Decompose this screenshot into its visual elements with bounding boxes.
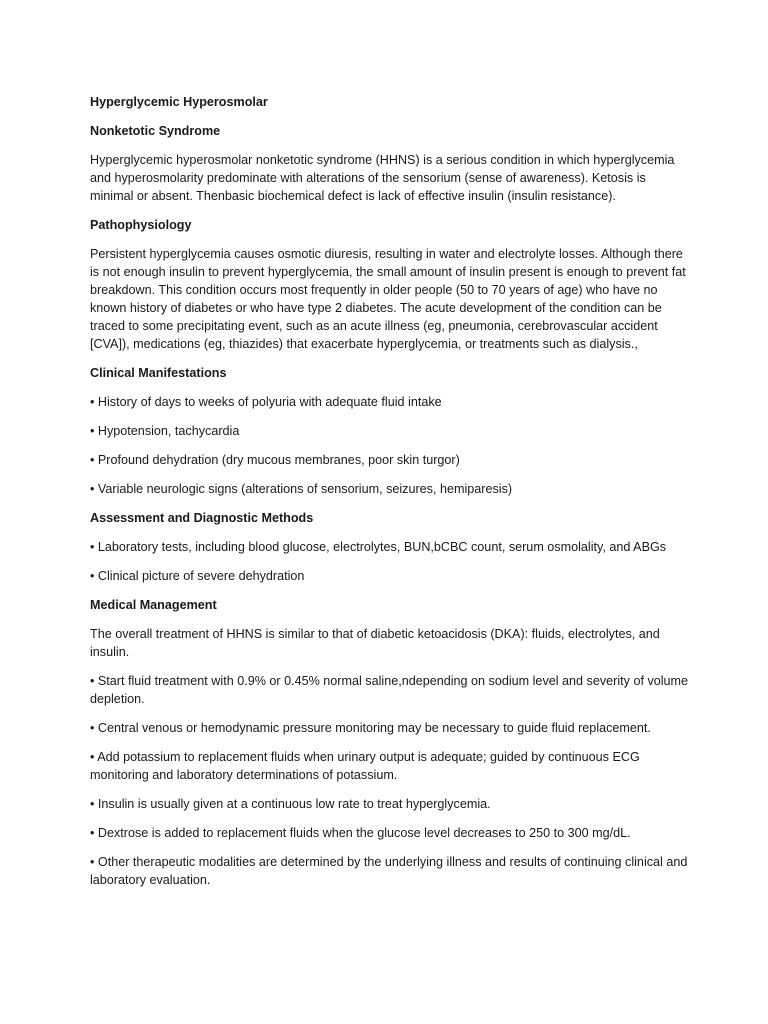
list-item: • Central venous or hemodynamic pressure monitoring may be necessary to guide fluid replacement. — [90, 721, 651, 735]
section-heading-medical-management: Medical Management — [90, 598, 217, 612]
medical-management-paragraph: The overall treatment of HHNS is similar to that of diabetic ketoacidosis (DKA): fluids, electrolytes, and insulin. — [90, 627, 660, 659]
list-item: • Laboratory tests, including blood glucose, electrolytes, BUN,bCBC count, serum osmolality, and ABGs — [90, 540, 667, 554]
list-item: • Dextrose is added to replacement fluids when the glucose level decreases to 250 to 300 mg/dL. — [90, 826, 631, 840]
list-item: • Add potassium to replacement fluids when urinary output is adequate; guided by continuous ECG monitoring and laboratory determinations of potassium. — [90, 750, 640, 782]
list-item: • Other therapeutic modalities are determined by the underlying illness and results of continuing clinical and laboratory evaluation. — [90, 855, 688, 887]
list-item: • History of days to weeks of polyuria with adequate fluid intake — [90, 395, 442, 409]
section-heading-pathophysiology: Pathophysiology — [90, 218, 192, 232]
list-item: • Start fluid treatment with 0.9% or 0.45% normal saline,ndepending on sodium level and severity of volume depletion. — [90, 674, 689, 706]
document-title-line-2: Nonketotic Syndrome — [90, 124, 221, 138]
document-page — [90, 93, 690, 900]
intro-paragraph: Hyperglycemic hyperosmolar nonketotic syndrome (HHNS) is a serious condition in which hyperglycemia and hyperosmolarity predominate with alterations of the sensorium (sense of awareness). Ketosis is minimal or absent. Thenbasic biochemical defect is lack of effective insulin (insulin resistance). — [90, 153, 675, 203]
list-item: • Clinical picture of severe dehydration — [90, 569, 305, 583]
list-item: • Profound dehydration (dry mucous membranes, poor skin turgor) — [90, 453, 460, 467]
list-item: • Variable neurologic signs (alterations of sensorium, seizures, hemiparesis) — [90, 482, 513, 496]
pathophysiology-paragraph: Persistent hyperglycemia causes osmotic diuresis, resulting in water and electrolyte losses. Although there is not enough insulin to prevent hyperglycemia, the small amount of insulin present is enough to prevent fat breakdown. This condition occurs most frequently in older people (50 to 70 years of age) who have no known history of diabetes or who have type 2 diabetes. The acute development of the condition can be traced to some precipitating event, such as an acute illness (eg, pneumonia, cerebrovascular accident [CVA]), medications (eg, thiazides) that exacerbate hyperglycemia, or treatments such as dialysis., — [90, 247, 686, 351]
section-heading-assessment: Assessment and Diagnostic Methods — [90, 511, 314, 525]
list-item: • Insulin is usually given at a continuous low rate to treat hyperglycemia. — [90, 797, 491, 811]
section-heading-clinical-manifestations: Clinical Manifestations — [90, 366, 227, 380]
document-title-line-1: Hyperglycemic Hyperosmolar — [90, 95, 268, 109]
list-item: • Hypotension, tachycardia — [90, 424, 240, 438]
